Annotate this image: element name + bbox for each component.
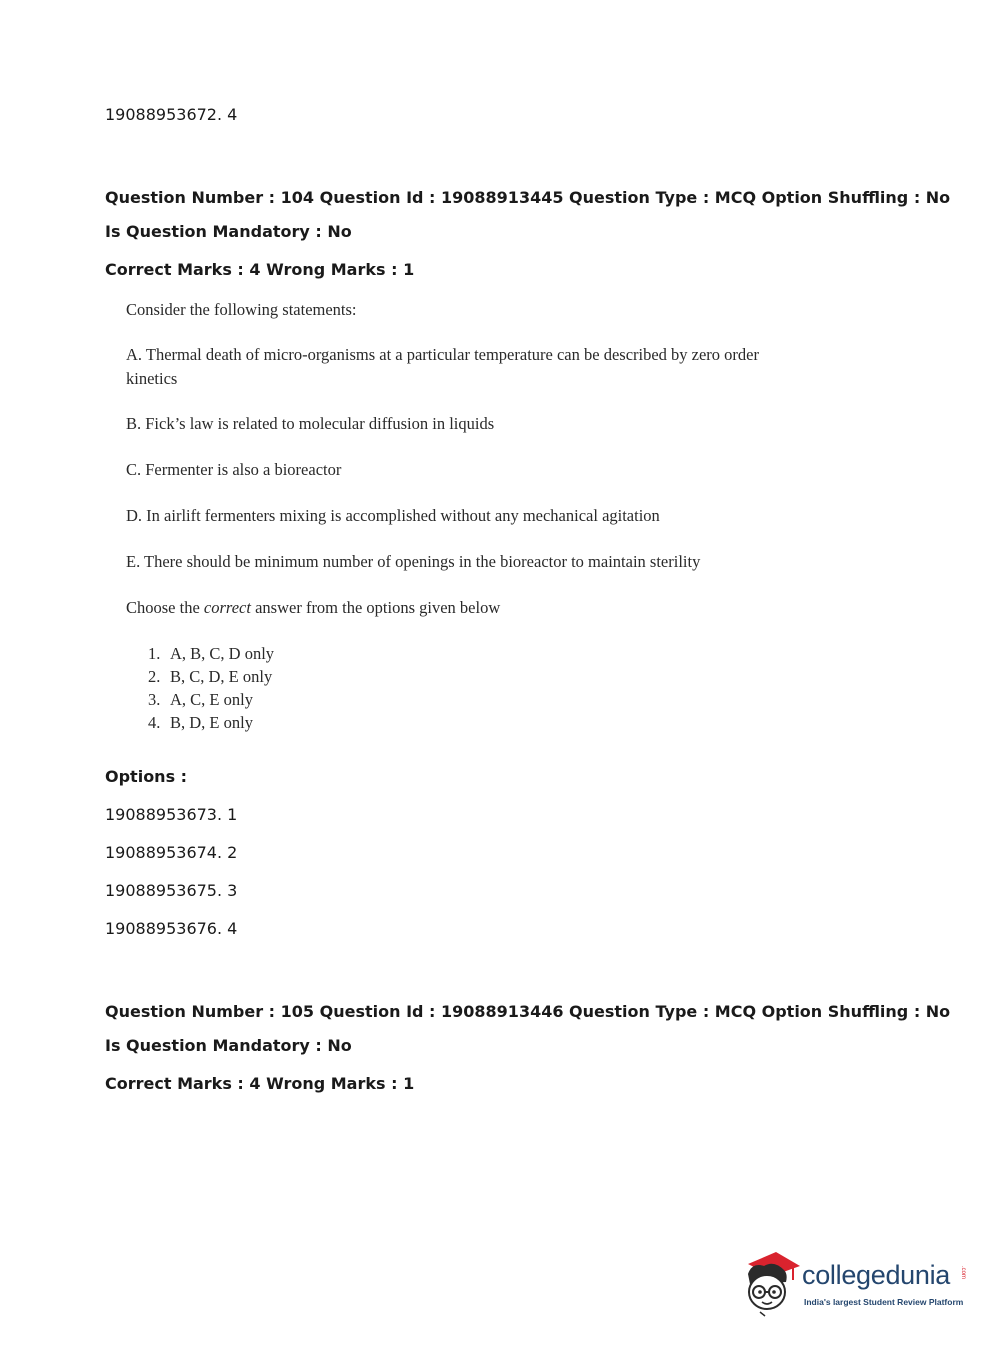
statement-e: E. There should be minimum number of openings in the bioreactor to maintain sterility: [126, 552, 701, 571]
previous-option: 19088953672. 4: [105, 105, 238, 124]
choice-text: B, D, E only: [170, 713, 253, 732]
options-label: Options :: [105, 767, 188, 786]
choose-prefix: Choose the: [126, 598, 204, 617]
question-105-marks: Correct Marks : 4 Wrong Marks : 1: [105, 1074, 415, 1093]
question-105-mandatory: Is Question Mandatory : No: [105, 1036, 352, 1055]
choice-item: [148, 667, 272, 687]
statement-b: B. Fick’s law is related to molecular diffusion in liquids: [126, 414, 495, 433]
choice-number: 1.: [148, 644, 161, 663]
collegedunia-logo: [742, 1248, 972, 1320]
choice-number: 3.: [148, 690, 161, 709]
statement-d: D. In airlift fermenters mixing is accomplished without any mechanical agitation: [126, 506, 660, 525]
question-intro: Consider the following statements:: [126, 300, 357, 319]
option-item: 19088953675. 3: [105, 881, 238, 900]
question-105-header: Question Number : 105 Question Id : 19088913446 Question Type : MCQ Option Shuffling : No: [105, 1002, 951, 1021]
option-item: 19088953676. 4: [105, 919, 238, 938]
choice-item: [148, 690, 253, 710]
choice-text: A, B, C, D only: [170, 644, 275, 663]
question-104-mandatory: Is Question Mandatory : No: [105, 222, 352, 241]
statement-a-line2: kinetics: [126, 369, 178, 388]
choice-item: [148, 644, 274, 664]
mascot-icon: [742, 1248, 802, 1320]
choice-item: [148, 713, 253, 733]
choice-text: B, C, D, E only: [170, 667, 273, 686]
option-item: 19088953674. 2: [105, 843, 238, 862]
question-104-header: Question Number : 104 Question Id : 19088913445 Question Type : MCQ Option Shuffling : No: [105, 188, 951, 207]
choose-emphasis: correct: [203, 598, 251, 617]
choice-number: 2.: [148, 667, 161, 686]
statement-c: C. Fermenter is also a bioreactor: [126, 460, 342, 479]
logo-tagline: India's largest Student Review Platform: [804, 1297, 964, 1307]
choice-text: A, C, E only: [170, 690, 253, 709]
choose-suffix: answer from the options given below: [250, 598, 501, 617]
logo-wordmark: collegedunia: [802, 1260, 951, 1290]
logo-com: .com: [960, 1266, 966, 1280]
question-104-marks: Correct Marks : 4 Wrong Marks : 1: [105, 260, 415, 279]
choice-number: 4.: [148, 713, 161, 732]
statement-a-line1: A. Thermal death of micro-organisms at a particular temperature can be described by zero order: [126, 345, 759, 364]
option-item: 19088953673. 1: [105, 805, 238, 824]
choose-instruction: [126, 598, 500, 618]
